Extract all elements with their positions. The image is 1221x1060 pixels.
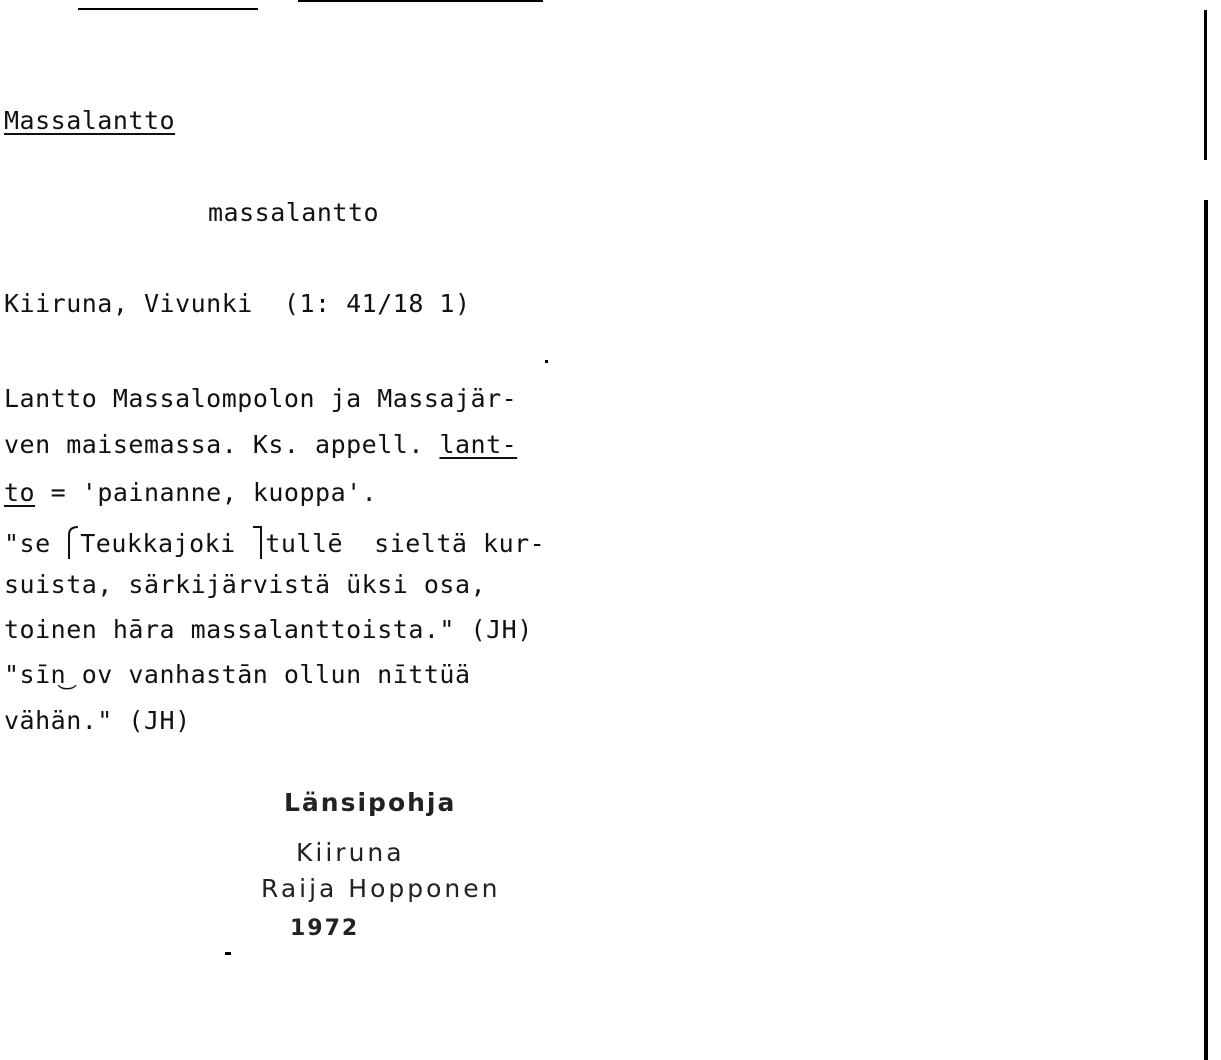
location-line: Kiiruna, Vivunki (1: 41/18 1) (4, 289, 471, 318)
stray-mark (225, 952, 231, 955)
cross-reference-link: lant- (439, 430, 518, 459)
quote-1-open: "se (4, 529, 67, 558)
card-right-edge (1204, 10, 1207, 160)
top-scan-line-1 (78, 8, 258, 10)
stamp-year: 1972 (290, 916, 360, 941)
dialect-form: massalantto (208, 198, 380, 227)
cross-reference-continuation: to (4, 478, 36, 507)
bracketed-word: Teukkajoki (80, 529, 252, 558)
card-right-edge-lower (1204, 200, 1208, 1060)
quote-1-line-3: toinen hāra massalanttoista." (JH) (4, 615, 533, 644)
body-line-2 (4, 432, 517, 457)
top-scan-line-2 (298, 0, 543, 2)
body-line-3-text: = 'painanne, kuoppa'. (35, 478, 378, 507)
body-line-2-text: ven maisemassa. Ks. appell. (4, 430, 440, 459)
body-line-1: Lantto Massalompolon ja Massajär- (4, 384, 518, 413)
quote-1-rest: tullē sieltä kur- (265, 529, 546, 558)
body-line-3 (4, 480, 377, 505)
right-bracket-icon (251, 525, 265, 561)
left-bracket-icon (66, 525, 80, 561)
entry-heading: Massalantto (4, 106, 176, 135)
stamp-region: Länsipohja (284, 788, 457, 817)
stamp-collector: Raija Hopponen (261, 874, 501, 903)
stray-dot (545, 360, 548, 363)
quote-1-line-2: suista, särkijärvistä üksi osa, (4, 570, 487, 599)
stamp-municipality: Kiiruna (296, 838, 405, 867)
quote-1-line-1 (4, 525, 545, 561)
quote-2-line-1: "sīn͜ ov vanhastān ollun nīttüä (4, 660, 471, 689)
quote-2-line-2: vähän." (JH) (4, 706, 191, 735)
